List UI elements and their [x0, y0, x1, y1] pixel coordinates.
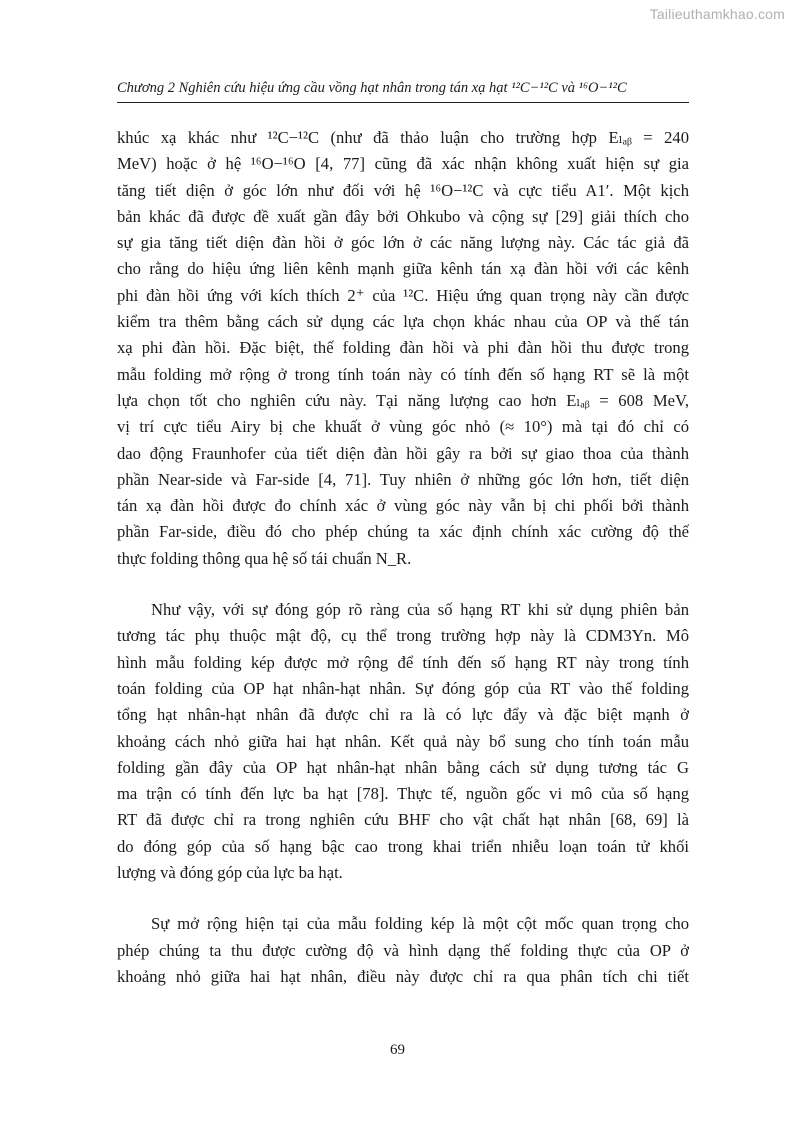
paragraph-3: [117, 911, 689, 990]
running-header: Chương 2 Nghiên cứu hiệu ứng cầu vồng hạt nhân trong tán xạ hạt ¹²C−¹²C và ¹⁶O−¹²C: [117, 80, 627, 96]
text-line: mẫu folding mở rộng ở trong tính toán này có tính đến số hạng RT sẽ là một: [117, 364, 689, 384]
text-line: RT đã được chỉ ra trong nghiên cứu BHF cho vật chất hạt nhân [68, 69] là: [117, 810, 689, 830]
text-line: hình mẫu folding kép được mở rộng để tính đến số hạng RT này trong tính: [117, 652, 689, 672]
text-line: tổng hạt nhân-hạt nhân đã được chỉ ra là có lực đẩy và đặc biệt mạnh ở: [117, 705, 689, 725]
paragraph-1: [117, 125, 689, 572]
body-text: [117, 125, 689, 1015]
text-line: dao động Fraunhofer của tiết diện đàn hồi gây ra bởi sự giao thoa của thành: [117, 443, 689, 463]
text-line: lựa chọn tốt cho nghiên cứu này. Tại năng lượng cao hơn Eₗₐᵦ = 608 MeV,: [117, 390, 689, 410]
text-line: phép chúng ta thu được cường độ và hình dạng thế folding thực của OP ở: [117, 940, 689, 960]
paragraph-2: [117, 597, 689, 886]
text-line: MeV) hoặc ở hệ ¹⁶O−¹⁶O [4, 77] cũng đã xác nhận không xuất hiện sự gia: [117, 154, 689, 174]
text-line: tương tác phụ thuộc mật độ, cụ thể trong trường hợp này là CDM3Yn. Mô: [117, 626, 689, 646]
text-line: folding gần đây của OP hạt nhân-hạt nhân bằng cách sử dụng tương tác G: [117, 757, 689, 777]
text-line: tăng tiết diện ở góc lớn như đối với hệ ¹⁶O−¹²C và cực tiểu A1′. Một kịch: [117, 180, 689, 200]
text-line: thực folding thông qua hệ số tái chuẩn N_R.: [117, 548, 412, 568]
text-line: Như vậy, với sự đóng góp rõ ràng của số hạng RT khi sử dụng phiên bản: [151, 600, 689, 620]
text-line: Sự mở rộng hiện tại của mẫu folding kép là một cột mốc quan trọng cho: [151, 914, 689, 934]
text-line: xạ phi đàn hồi. Đặc biệt, thế folding đàn hồi và phi đàn hồi thu được trong: [117, 338, 689, 358]
text-line: ma trận có tính đến lực ba hạt [78]. Thực tế, nguồn gốc vi mô của số hạng: [117, 784, 689, 804]
text-line: lượng và đóng góp của lực ba hạt.: [117, 863, 343, 883]
text-line: cho rằng do hiệu ứng liên kênh mạnh giữa kênh tán xạ đàn hồi với các kênh: [117, 259, 689, 279]
text-line: tán xạ đàn hồi được đo chính xác ở vùng góc này vẫn bị chi phối bởi thành: [117, 496, 689, 516]
text-line: kiểm tra thêm bằng cách sử dụng các lựa chọn khác nhau của OP và thế tán: [117, 312, 689, 332]
text-line: do đóng góp của số hạng bậc cao trong khai triển nhiễu loạn toán tử khối: [117, 836, 689, 856]
text-line: phần Near-side và Far-side [4, 71]. Tuy nhiên ở những góc lớn hơn, tiết diện: [117, 469, 689, 489]
text-line: phần Far-side, điều đó cho phép chúng ta xác định chính xác cường độ thế: [117, 522, 689, 542]
header-rule: [117, 102, 689, 103]
text-line: phi đàn hồi ứng với kích thích 2⁺ của ¹²C. Hiệu ứng quan trọng này cần được: [117, 285, 689, 305]
text-line: bản khác đã được đề xuất gần đây bởi Ohkubo và cộng sự [29] giải thích cho: [117, 206, 689, 226]
page-number: 69: [390, 1042, 405, 1058]
text-line: khoảng cách nhỏ giữa hai hạt nhân. Kết quả này bổ sung cho tính toán mẫu: [117, 731, 689, 751]
text-line: khoảng nhỏ giữa hai hạt nhân, điều này được chỉ ra qua phân tích chi tiết: [117, 966, 689, 986]
text-line: sự gia tăng tiết diện đàn hồi ở góc lớn ở các năng lượng này. Các tác giả đã: [117, 233, 689, 253]
text-line: vị trí cực tiểu Airy bị che khuất ở vùng góc nhỏ (≈ 10°) mà tại đó chỉ có: [117, 417, 689, 437]
text-line: khúc xạ khác như ¹²C−¹²C (như đã thảo luận cho trường hợp Eₗₐᵦ = 240: [117, 128, 689, 147]
text-line: toán folding của OP hạt nhân-hạt nhân. Sự đóng góp của RT vào thế folding: [117, 678, 689, 698]
watermark: Tailieuthamkhao.com: [649, 6, 785, 22]
